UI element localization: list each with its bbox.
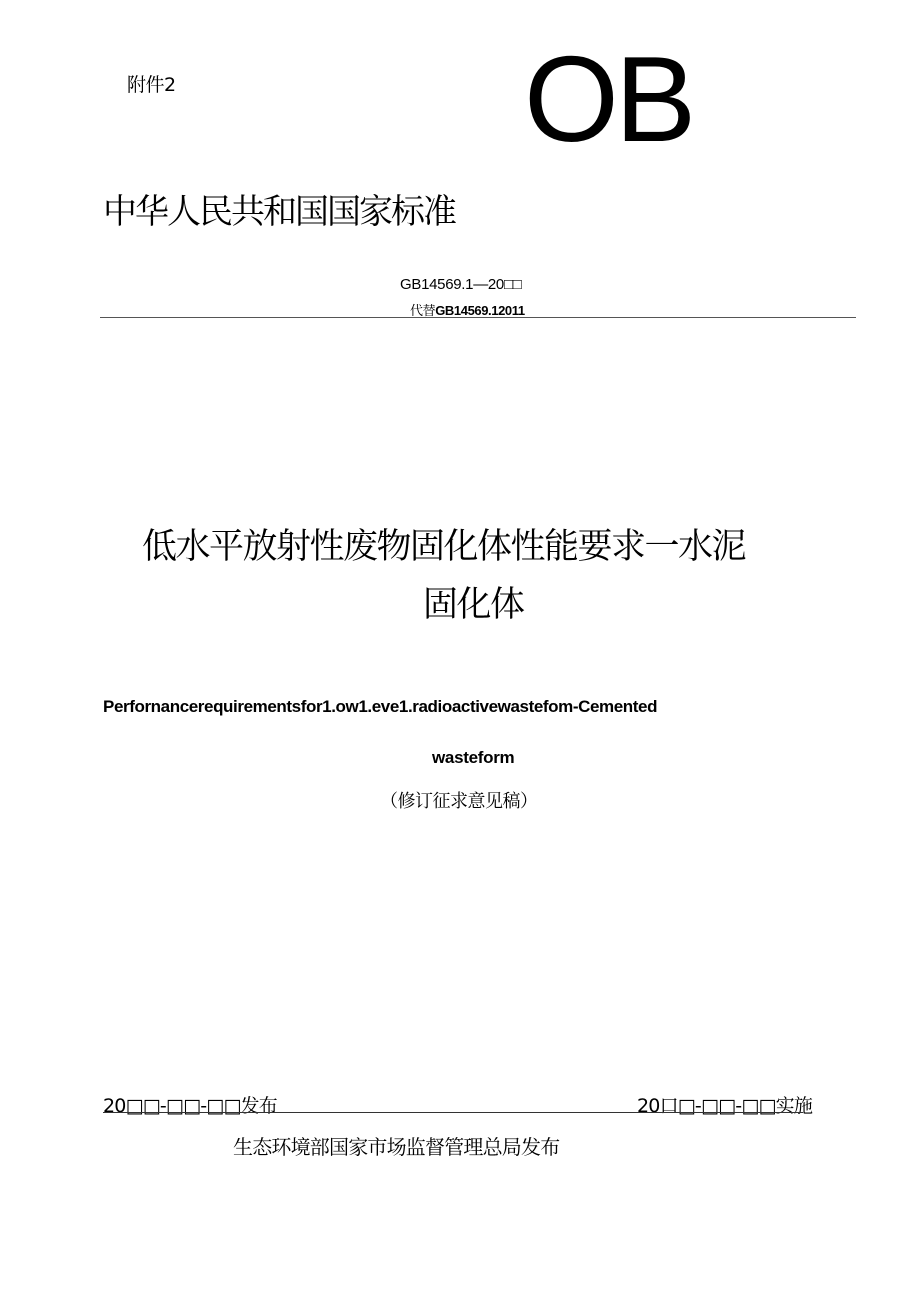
replaces-prefix: 代替 — [410, 303, 436, 318]
draft-note: （修订征求意见稿） — [380, 791, 538, 812]
main-title-line-1: 低水平放射性废物固化体性能要求一水泥 — [142, 527, 746, 567]
header-divider — [100, 317, 856, 318]
standard-number: GB14569.1—20□□ — [400, 276, 522, 293]
english-title-line-1: Perfornancerequirementsfor1.ow1.eve1.radioactivewastefom-Cemented — [103, 697, 658, 716]
gb-logo: OB — [524, 31, 693, 167]
footer-divider — [103, 1112, 803, 1113]
publisher: 生态环境部国家市场监督管理总局发布 — [233, 1135, 560, 1159]
attachment-label: 附件2 — [127, 74, 176, 96]
main-title-line-2: 固化体 — [423, 585, 524, 625]
replaces-number: GB14569.12011 — [435, 303, 525, 318]
implementation-date: 20口□-□□-□□实施 — [637, 1095, 813, 1117]
organization-title: 中华人民共和国国家标准 — [103, 192, 455, 232]
issue-date: 20□□-□□-□□发布 — [103, 1095, 277, 1117]
english-title-line-2: wasteform — [432, 748, 515, 767]
